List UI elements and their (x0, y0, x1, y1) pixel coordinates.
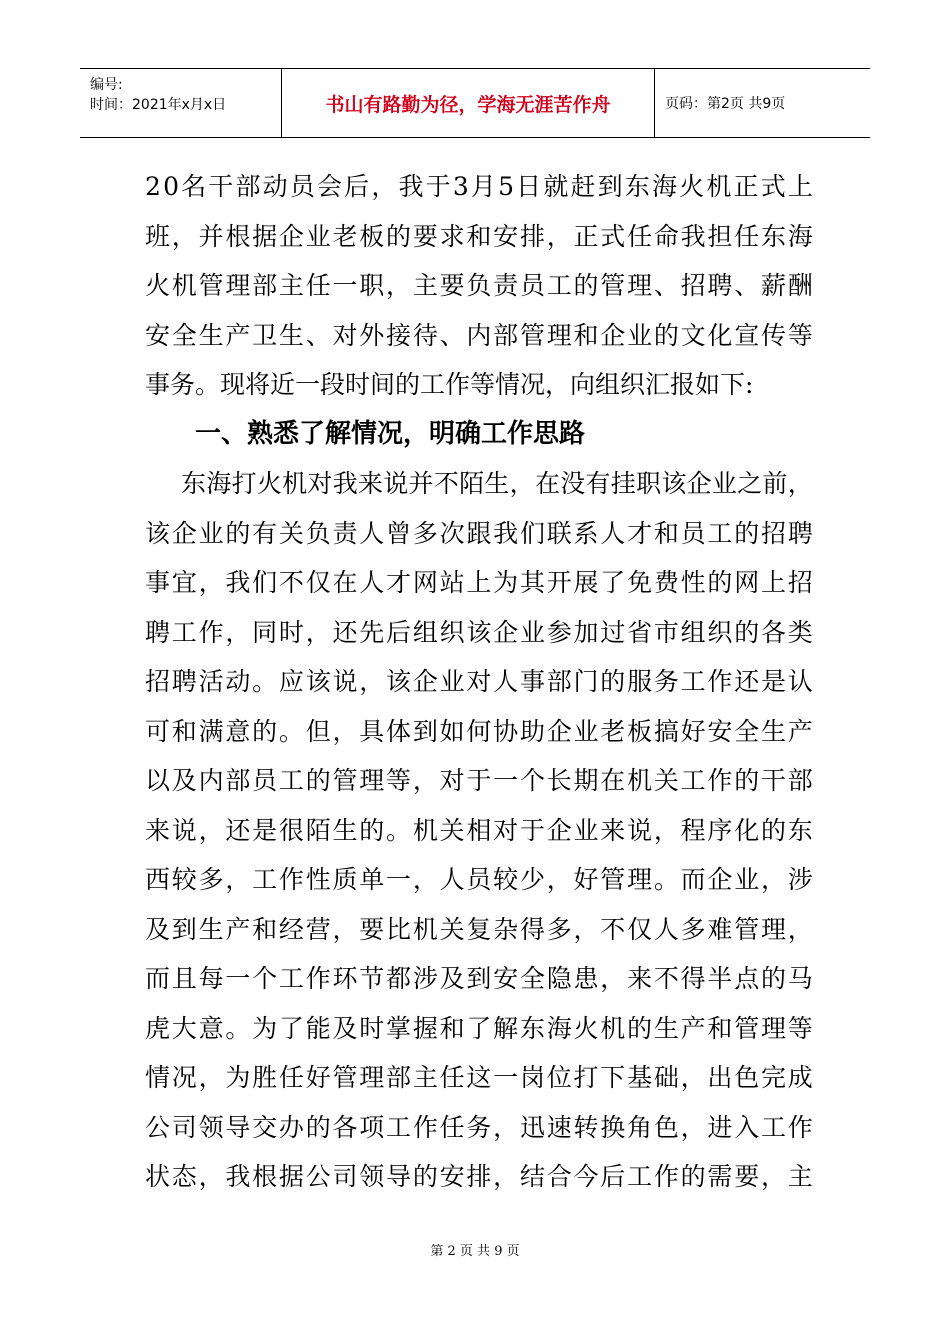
text-line: 情 况 ， 为 胜 任 好 管 理 部 主 任 这 一 岗 位 打 下 基 础 ， 出 色 完 成 (145, 1063, 813, 1092)
page-footer: 第 2 页 共 9 页 (430, 1244, 520, 1259)
text-line: 状 态 ， 我 根 据 公 司 领 导 的 安 排 ， 结 合 今 后 工 作 的 需 要 ， 主 (145, 1162, 813, 1191)
header-motto: 书山有路勤为径，学海无涯苦作舟 (282, 69, 655, 137)
text-line: 以 及 内 部 员 工 的 管 理 等 ， 对 于 一 个 长 期 在 机 关 工 作 的 干 部 (145, 766, 813, 795)
text-line: 而 且 每 一 个 工 作 环 节 都 涉 及 到 安 全 隐 患 ， 来 不 得 半 点 的 马 (145, 964, 813, 993)
text-line: 该 企 业 的 有 关 负 责 人 曾 多 次 跟 我 们 联 系 人 才 和 员 工 的 招 聘 (145, 518, 813, 548)
text-line: 虎 大 意 。 为 了 能 及 时 掌 握 和 了 解 东 海 火 机 的 生 产 和 管 理 等 (145, 1013, 813, 1043)
page-header (80, 68, 870, 138)
text-line: 事务。现将近一段时间的工作等情况，向组织汇报如下: (145, 370, 754, 399)
paragraph-1 (145, 162, 813, 410)
text-line: 2 0 名 干 部 动 员 会 后 ， 我 于 3 月 5 日 就 赶 到 东 海 火 机 正 式 上 (145, 172, 813, 201)
text-line: 聘 工 作 ， 同 时 ， 还 先 后 组 织 该 企 业 参 加 过 省 市 组 织 的 各 类 (145, 617, 813, 647)
text-line: 西 较 多 ， 工 作 性 质 单 一 ， 人 员 较 少 ， 好 管 理 。 而 企 业 ， 涉 (145, 865, 813, 894)
text-line: 班 ， 并 根 据 企 业 老 板 的 要 求 和 安 排 ， 正 式 任 命 我 担 任 东 海 (145, 221, 813, 251)
number-label: 编号: (90, 77, 123, 93)
text-line: 事 宜 ， 我 们 不 仅 在 人 才 网 站 上 为 其 开 展 了 免 费 性 的 网 上 招 (145, 568, 813, 597)
text-line: 公 司 领 导 交 办 的 各 项 工 作 任 务 ， 迅 速 转 换 角 色 ， 进 入 工 作 (145, 1112, 813, 1142)
paragraph-2 (145, 459, 813, 1202)
header-meta (80, 69, 282, 137)
text-line: 及 到 生 产 和 经 营 ， 要 比 机 关 复 杂 得 多 ， 不 仅 人 多 难 管 理 ， (145, 914, 813, 944)
text-line: 可 和 满 意 的 。 但 ， 具 体 到 如 何 协 助 企 业 老 板 搞 好 安 全 生 产 (145, 716, 813, 746)
time-label: 时间：2021年x月x日 (90, 97, 227, 113)
text-line: 来 说 ， 还 是 很 陌 生 的 。 机 关 相 对 于 企 业 来 说 ， 程 序 化 的 东 (145, 815, 813, 845)
text-line: 招 聘 活 动 。 应 该 说 ， 该 企 业 对 人 事 部 门 的 服 务 工 作 还 是 认 (145, 667, 813, 696)
text-line: 安 全 生 产 卫 生 、 对 外 接 待 、 内 部 管 理 和 企 业 的 文 化 宣 传 等 (145, 320, 813, 350)
text-line: 火 机 管 理 部 主 任 一 职 ， 主 要 负 责 员 工 的 管 理 、 招 聘 、 薪 酬 (145, 271, 813, 300)
text-line: 东 海 打 火 机 对 我 来 说 并 不 陌 生 ， 在 没 有 挂 职 该 企 业 之 前 ， (181, 469, 813, 498)
section-heading: 一、熟悉了解情况，明确工作思路 (195, 418, 586, 449)
header-page-info: 页码：第2页 共9页 (665, 96, 786, 112)
document-body (145, 162, 813, 1202)
